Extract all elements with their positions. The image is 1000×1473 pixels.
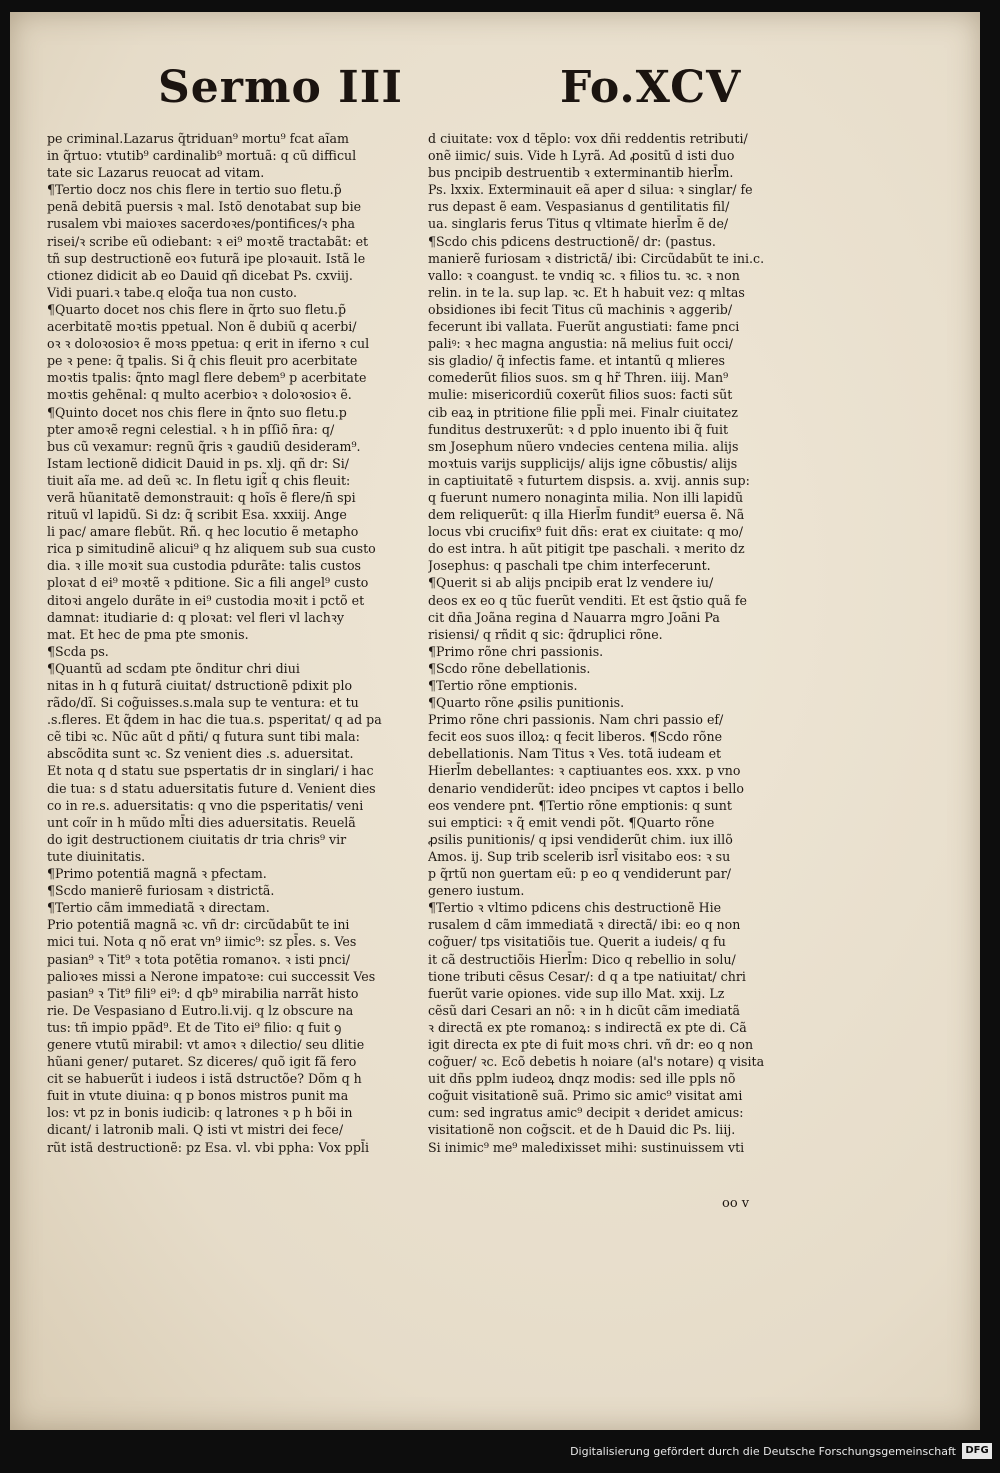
text-line: onẽ iimic/ suis. Vide h Lyrã. Ad ꝓositũ d isti duo: [428, 148, 735, 164]
text-line: ¶Primo rõne chri passionis.: [428, 643, 604, 659]
text-line: bus cũ vexamur: regnũ q̃ris ꝛ gaudiũ desideram⁹.: [47, 438, 361, 454]
text-line: Hierl̄m debellantes: ꝛ captiuantes eos. xxx. p vno: [428, 763, 741, 779]
running-head-sermo: Sermo III: [158, 62, 403, 113]
text-line: cog̃uit visitationẽ suã. Primo sic amic⁹ visitat ami: [428, 1088, 743, 1104]
text-line: denario vendiderũt: ideo pncipes vt captos i bello: [428, 780, 744, 796]
text-line: d ciuitate: vox d tẽplo: vox dñi reddentis retributi/: [428, 131, 748, 146]
text-line: mici tui. Nota q nõ erat vn⁹ iimic⁹: sz pl̄es. s. Ves: [47, 934, 357, 950]
text-line: sm Josephum nũero vndecies centena milia. alijs: [428, 438, 739, 454]
text-line: los: vt pz in bonis iudicib: q latrones ꝛ p h bõi in: [47, 1105, 353, 1121]
text-line: Et nota q d statu sue pspertatis dr in singlari/ i hac: [47, 763, 374, 779]
text-line: cog̃uer/ ꝛc. Ecõ debetis h noiare (al's notare) q visita: [428, 1054, 765, 1070]
text-line: rituũ vl lapidũ. Si dz: q̃ scribit Esa. xxxiij. Ange: [47, 507, 347, 523]
text-line: ꝓsilis punitionis/ q ipsi vendiderũt chim. iux illõ: [428, 831, 733, 847]
text-line: ditoꝛi angelo durãte in ei⁹ custodia moꝛit i pctõ et: [47, 592, 365, 608]
text-line: ¶Scdo chis pdicens destructionẽ/ dr: (pastus.: [428, 233, 716, 249]
text-line: pe criminal.Lazarus q̃triduan⁹ mortu⁹ fcat aĩam: [47, 131, 349, 146]
text-line: pter amoꝛẽ regni celestial. ꝛ h in pſſiõ n̄ra: q/: [47, 421, 335, 437]
text-line: ua. singlaris ferus Titus q vltimate hierl̄m ẽ de/: [428, 216, 729, 232]
text-line: bus pncipib destruentib ꝛ exterminantib hierl̄m.: [428, 165, 734, 181]
signature-mark: oo v: [722, 1196, 750, 1211]
text-line: moꝛtis gehẽnal: q multo acerbioꝛ ꝛ doloꝛosioꝛ ẽ.: [47, 387, 352, 403]
text-line: Primo rõne chri passionis. Nam chri passio ef/: [428, 712, 724, 728]
text-line: unt coĩr in h mũdo ml̄ti dies aduersitatis. Reuelã: [47, 814, 356, 830]
text-line: funditus destruxerũt: ꝛ d pplo inuento ibi q̃ fuit: [428, 421, 729, 437]
text-line: comederũt filios suos. sm q hr̃ Thren. iiij. Man⁹: [428, 370, 729, 386]
text-line: Prio potentiã magnã ꝛc. vñ dr: circũdabũt te ini: [47, 917, 350, 933]
text-line: ¶Quarto docet nos chis flere in q̃rto suo fletu.p̃: [47, 301, 347, 317]
text-line: fuit in vtute diuina: q p bonos mistros punit ma: [47, 1088, 349, 1104]
text-line: ¶Tertio ꝛ vltimo pdicens chis destructionẽ Hie: [428, 900, 722, 916]
funding-credit: Digitalisierung gefördert durch die Deutsche Forschungsgemeinschaft: [570, 1445, 956, 1458]
text-line: p q̃rtũ non ꝯuertam eũ: p eo q vendiderunt par/: [428, 866, 732, 882]
text-line: rica p simitudinẽ alicui⁹ q hz aliquem sub sua custo: [47, 541, 376, 557]
right-text-column: [428, 130, 790, 1156]
text-line: obsidiones ibi fecit Titus cũ machinis ꝛ aggerib/: [428, 301, 733, 317]
text-line: rus depast ẽ eam. Vespasianus d gentilitatis fil/: [428, 199, 730, 215]
text-line: fuerũt varie opiones. vide sup illo Mat. xxij. Lz: [428, 985, 725, 1001]
text-line: ¶Primo potentiã magnã ꝛ pfectam.: [47, 866, 267, 882]
text-line: tute diuinitatis.: [47, 848, 146, 864]
text-line: pasian⁹ ꝛ Tit⁹ fili⁹ ei⁹: d qb⁹ mirabilia narrãt histo: [47, 985, 359, 1001]
text-line: tate sic Lazarus reuocat ad vitam.: [47, 165, 265, 181]
text-line: Josephus: q paschali tpe chim interfecerunt.: [428, 558, 711, 574]
text-line: acerbitatẽ moꝛtis ppetual. Non ẽ dubiũ q acerbi/: [47, 319, 357, 335]
text-line: ¶Quinto docet nos chis flere in q̃nto suo fletu.p: [47, 404, 347, 420]
text-line: ¶Tertio docz nos chis flere in tertio suo fletu.p̃: [47, 182, 342, 198]
text-line: genere vtutũ mirabil: vt amoꝛ ꝛ dilectio/ seu dlitie: [47, 1036, 365, 1052]
text-line: pe ꝛ pene: q̃ tpalis. Si q̃ chis fleuit pro acerbitate: [47, 353, 358, 369]
text-line: mulie: misericordiũ coxerũt filios suos: facti sũt: [428, 387, 733, 403]
text-line: palioꝛes missi a Nerone impatoꝛe: cui successit Ves: [47, 968, 376, 984]
text-line: igit directa ex pte di fuit moꝛs chri. vñ dr: eo q non: [428, 1036, 754, 1052]
text-line: Vidi puari.ꝛ tabe.q eloq̃a tua non custo.: [47, 284, 298, 300]
text-line: pasian⁹ ꝛ Tit⁹ ꝛ tota potẽtia romanoꝛ. ꝛ isti pnci/: [47, 951, 350, 967]
text-line: moꝛtuis varijs supplicijs/ alijs igne cõbustis/ alijs: [428, 455, 738, 471]
text-line: cum: sed ingratus amic⁹ decipit ꝛ deridet amicus:: [428, 1105, 744, 1121]
text-line: cẽsũ dari Cesari an nõ: ꝛ in h dicũt cãm imediatã: [428, 1002, 741, 1018]
text-line: ¶Quantũ ad scdam pte õnditur chri diui: [47, 660, 300, 676]
text-line: tiuit aĩa me. ad deũ ꝛc. In fletu igit̃ q chis fleuit:: [47, 472, 351, 488]
text-line: mat. Et hec de pma pte smonis.: [47, 626, 249, 642]
text-line: tus: tñ impio ppãd⁹. Et de Tito ei⁹ filio: q fuit ꝯ: [47, 1019, 342, 1035]
dfg-logo: DFG: [962, 1443, 992, 1459]
text-line: vallo: ꝛ coangust. te vndiq ꝛc. ꝛ filios tu. ꝛc. ꝛ non: [428, 267, 740, 283]
text-line: ¶Scdo rõne debellationis.: [428, 660, 591, 676]
text-line: cẽ tibi ꝛc. Nũc aũt d pñti/ q futura sunt tibi mala:: [47, 729, 360, 745]
text-line: visitationẽ non cog̃scit. et de h Dauid dic Ps. liij.: [428, 1122, 736, 1138]
folio-number: Fo.XCV: [560, 62, 742, 113]
text-line: sui emptici: ꝛ q̃ emit vendi põt. ¶Quarto rõne: [428, 814, 715, 830]
text-line: Amos. ij. Sup trib scelerib isrl̄ visitabo eos: ꝛ su: [428, 848, 731, 864]
text-line: nitas in h q futurã ciuitat/ dstructionẽ pdixit plo: [47, 678, 353, 693]
text-line: risiensi/ q rñdit q sic: q̃druplici rõne.: [428, 626, 663, 642]
text-line: sis gladio/ q̃ infectis fame. et intantũ q mlieres: [428, 353, 725, 369]
text-line: it cã destructiõis Hierl̄m: Dico q rebellio in solu/: [428, 951, 736, 967]
text-line: in q̃rtuo: vtutib⁹ cardinalib⁹ mortuã: q cũ difficul: [47, 148, 357, 164]
text-line: ¶Querit si ab alijs pncipib erat lz vendere iu/: [428, 575, 714, 591]
text-line: paliꝰ: ꝛ hec magna angustia: nã melius fuit occi/: [428, 336, 733, 352]
text-line: fecerunt ibi vallata. Fuerũt angustiati: fame pnci: [428, 319, 740, 335]
text-line: damnat: itudiarie d: q ploꝛat: vel fleri vl lachꝛy: [47, 609, 345, 625]
text-line: eos vendere pnt. ¶Tertio rõne emptionis: q sunt: [428, 797, 732, 813]
text-line: do est intra. h aũt pitigit tpe paschali. ꝛ merito dz: [428, 541, 745, 557]
text-line: q fuerunt numero nonaginta milia. Non illi lapidũ: [428, 489, 744, 505]
text-line: dem reliquerũt: q illa Hierl̄m fundit⁹ euersa ẽ. Nã: [428, 507, 745, 523]
text-line: rusalem vbi maioꝛes sacerdoꝛes/pontifices/ꝛ pha: [47, 216, 356, 232]
text-line: Ps. lxxix. Exterminauit eã aper d silua: ꝛ singlar/ fe: [428, 182, 753, 198]
text-line: moꝛtis tpalis: q̃nto magl flere debem⁹ p acerbitate: [47, 370, 367, 386]
text-line: rãdo/dĩ. Si cog̃uisses.s.mala sup te ventura: et tu: [47, 695, 359, 711]
text-line: debellationis. Nam Titus ꝛ Ves. totã iudeam et: [428, 746, 722, 762]
text-line: penã debitã puersis ꝛ mal. Istõ denotabat sup bie: [47, 199, 362, 215]
text-line: fecit eos suos illoꝝ: q fecit liberos. ¶Scdo rõne: [428, 729, 723, 745]
text-line: dia. ꝛ ille moꝛit sua custodia pdurãte: talis custos: [47, 558, 362, 574]
text-line: relin. in te la. sup lap. ꝛc. Et h habuit vez: q mltas: [428, 284, 745, 300]
text-line: tñ sup destructionẽ eoꝛ futurã ipe ploꝛauit. Istã le: [47, 250, 366, 266]
text-line: ¶Tertio cãm immediatã ꝛ directam.: [47, 900, 270, 916]
text-line: in captiuitatẽ ꝛ futurtem dispsis. a. xvij. annis sup:: [428, 472, 750, 488]
text-line: uit dñs pplm iudeoꝝ dnqz modis: sed ille ppls nõ: [428, 1071, 736, 1087]
text-line: genero iustum.: [428, 883, 525, 899]
text-line: co in re.s. aduersitatis: q vno die psperitatis/ veni: [47, 797, 364, 813]
text-line: cog̃uer/ tps visitatiõis tue. Querit a iudeis/ q fu: [428, 934, 726, 950]
text-line: tione tributi cẽsus Cesar/: d q a tpe natiuitat/ chri: [428, 968, 746, 984]
text-line: do igit destructionem ciuitatis dr tria chris⁹ vir: [47, 831, 347, 847]
text-line: oꝛ ꝛ doloꝛosioꝛ ẽ moꝛs ppetua: q erit in iferno ꝛ cul: [47, 336, 370, 352]
text-line: locus vbi crucifix⁹ fuit dñs: erat ex ciuitate: q mo/: [428, 524, 743, 540]
text-line: li pac/ amare flebũt. Rñ. q hec locutio ẽ metapho: [47, 524, 359, 540]
text-line: ¶Scda ps.: [47, 643, 109, 659]
text-line: Istam lectionẽ didicit Dauid in ps. xlj. qñ dr: Si/: [47, 455, 349, 471]
text-line: rũt istã destructionẽ: pz Esa. vl. vbi ppha: Vox ppl̄i: [47, 1139, 369, 1155]
text-line: cit se habuerũt i iudeos i istã dstructõe? Dõm q h: [47, 1071, 362, 1087]
text-line: rusalem d cãm immediatã ꝛ directã/ ibi: eo q non: [428, 917, 741, 933]
text-line: ¶Tertio rõne emptionis.: [428, 678, 578, 693]
text-line: hũani gener/ putaret. Sz diceres/ quõ igit fã fero: [47, 1054, 357, 1070]
text-line: risei/ꝛ scribe eũ odiebant: ꝛ ei⁹ moꝛtẽ tractabãt: et: [47, 233, 369, 249]
text-line: Si inimic⁹ me⁹ maledixisset mihi: sustinuissem vti: [428, 1139, 745, 1155]
text-line: dicant/ i latronib mali. Q isti vt mistri dei fece/: [47, 1122, 344, 1138]
text-line: verã hũanitatẽ demonstrauit: q hoĩs ẽ flere/n̄ spi: [47, 489, 356, 505]
text-line: die tua: s d statu aduersitatis future d. Venient dies: [47, 780, 376, 796]
text-line: deos ex eo q tũc fuerũt venditi. Et est q̃stio quã fe: [428, 592, 747, 608]
text-line: ¶Quarto rõne ꝓsilis punitionis.: [428, 695, 625, 711]
left-text-column: [47, 130, 417, 1156]
text-line: rie. De Vespasiano d Eutro.li.vij. q lz obscure na: [47, 1002, 354, 1018]
text-line: ctionez didicit ab eo Dauid qñ dicebat Ps. cxviij.: [47, 267, 353, 283]
text-line: ꝛ directã ex pte romanoꝝ: s indirectã ex pte di. Cã: [428, 1019, 747, 1035]
text-line: cit dña Joãna regina d Nauarra mgro Joãni Pa: [428, 609, 720, 625]
text-line: cib eaꝝ in ptritione filie ppl̄i mei. Finalr ciuitatez: [428, 404, 738, 420]
text-line: .s.fleres. Et q̃dem in hac die tua.s. psperitat/ q ad pa: [47, 712, 382, 728]
text-line: ploꝛat d ei⁹ moꝛtẽ ꝛ pditione. Sic a fili angel⁹ custo: [47, 575, 369, 591]
text-line: ¶Scdo manierẽ furiosam ꝛ districtã.: [47, 883, 275, 899]
text-line: manierẽ furiosam ꝛ districtã/ ibi: Circũdabũt te ini.c.: [428, 250, 765, 266]
text-line: abscõdita sunt ꝛc. Sz venient dies .s. aduersitat.: [47, 746, 354, 762]
